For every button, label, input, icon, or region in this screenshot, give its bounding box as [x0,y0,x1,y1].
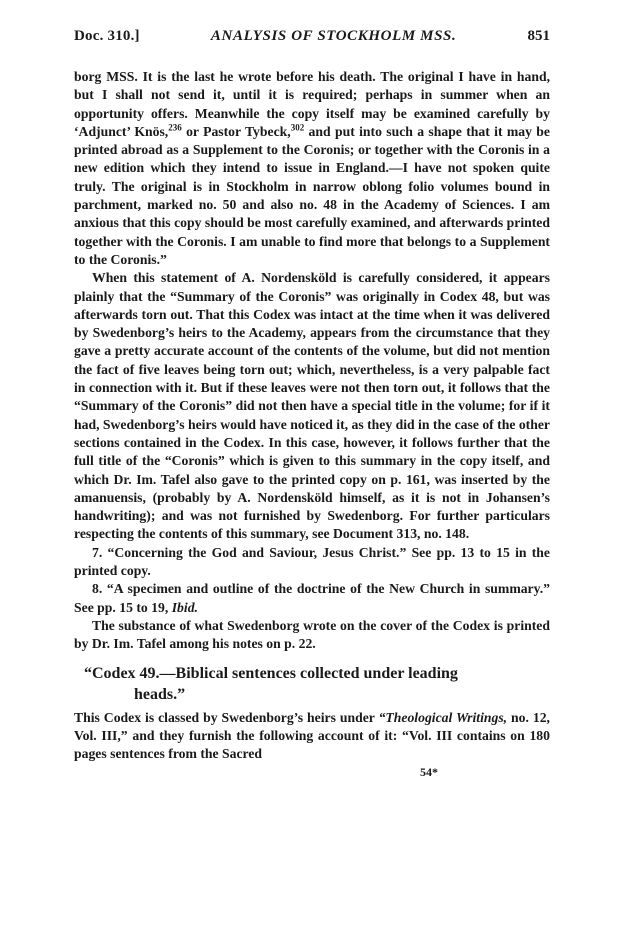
text-run-italic: Ibid. [171,599,198,615]
document-page [74,28,550,780]
text-run: borg MSS. It is the last he wrote before his death. The original I have in hand, but I shall not send it, until it is required; perhaps in summer when an opportunity offers. Meanwhile the copy itself may be examined carefully by ‘Adjunct’ Knös, [74,69,550,139]
text-run: or Pastor Tybeck, [181,123,291,139]
text-run: and put into such a shape that it may be printed abroad as a Supplement to the Coronis; or together with the Coronis in a new edition which they intend to issue in England.—I have not spoken quite truly. The original is in Stockholm in narrow oblong folio volumes bound in parchment, marked no. 50 and also no. 48 in the Academy of Sciences. I am anxious that this copy should be most carefully examined, and afterwards printed together with the Coronis. I am unable to find more that belongs to a Supplement to the Coronis.” [74,123,550,267]
heading-line: heads.” [134,685,186,703]
text-run: This Codex is classed by Swedenborg’s heirs under [74,709,379,725]
doc-reference: Doc. 310.] [74,28,140,44]
body-text-continued [74,709,550,764]
section-heading [74,663,550,705]
text-run-italic: “Theological Writings, [378,709,508,725]
paragraph-statement: When this statement of A. Nordensköld is carefully considered, it appears plainly that the “Summary of the Coronis” was originally in Codex 48, but was afterwards torn out. That this Codex was intact at the time when it was delivered by Swedenborg’s heirs to the Academy, appears from the circumstance that they gave a pretty accurate account of the contents of the volume, but did not mention the fact of five leaves being torn out; which, nevertheless, is a very palpable fact in connection with it. But if these leaves were not then torn out, it follows that the “Summary of the Coronis” did not then have a special title in the volume; for if it had, Swedenborg’s heirs would have noticed it, as they did in the case of the other sections contained in the Codex. In this case, however, it follows further that the full title of the “Coronis” which is given to this summary in the copy itself, and which Dr. Im. Tafel also gave to the printed copy on p. 161, was inserted by the amanuensis, (probably by A. Nordensköld himself, as it is not in Johansen’s handwriting); and was not furnished by Swedenborg. For further particulars respecting the contents of this summary, see Document 313, no. 148. [74,270,550,542]
footnote-ref-302: 302 [290,122,305,133]
signature-mark: 54* [420,765,438,780]
body-text [74,68,550,654]
paragraph-item-8 [74,580,550,617]
paragraph-cover-note: The substance of what Swedenborg wrote on the cover of the Codex is printed by Dr. Im. Tafel among his notes on p. 22. [74,617,550,652]
paragraph-letter-quote [74,68,550,269]
footnote-ref-236: 236 [168,122,182,133]
text-run: no. 12, Vol. III,” and they furnish the following account of it: “Vol. III contains on 180 pages sentences from the Sacred [74,709,550,762]
paragraph-item-7: 7. “Concerning the God and Saviour, Jesus Christ.” See pp. 13 to 15 in the printed copy. [74,544,550,579]
page-title: ANALYSIS OF STOCKHOLM MSS. [210,28,457,44]
running-head [74,28,550,50]
paragraph-codex-49 [74,709,550,764]
text-run: 8. “A specimen and outline of the doctrine of the New Church in summary.” See pp. 15 to 19, [74,581,550,615]
heading-line: “Codex 49.—Biblical sentences collected under leading [84,664,458,682]
page-number: 851 [527,28,550,44]
